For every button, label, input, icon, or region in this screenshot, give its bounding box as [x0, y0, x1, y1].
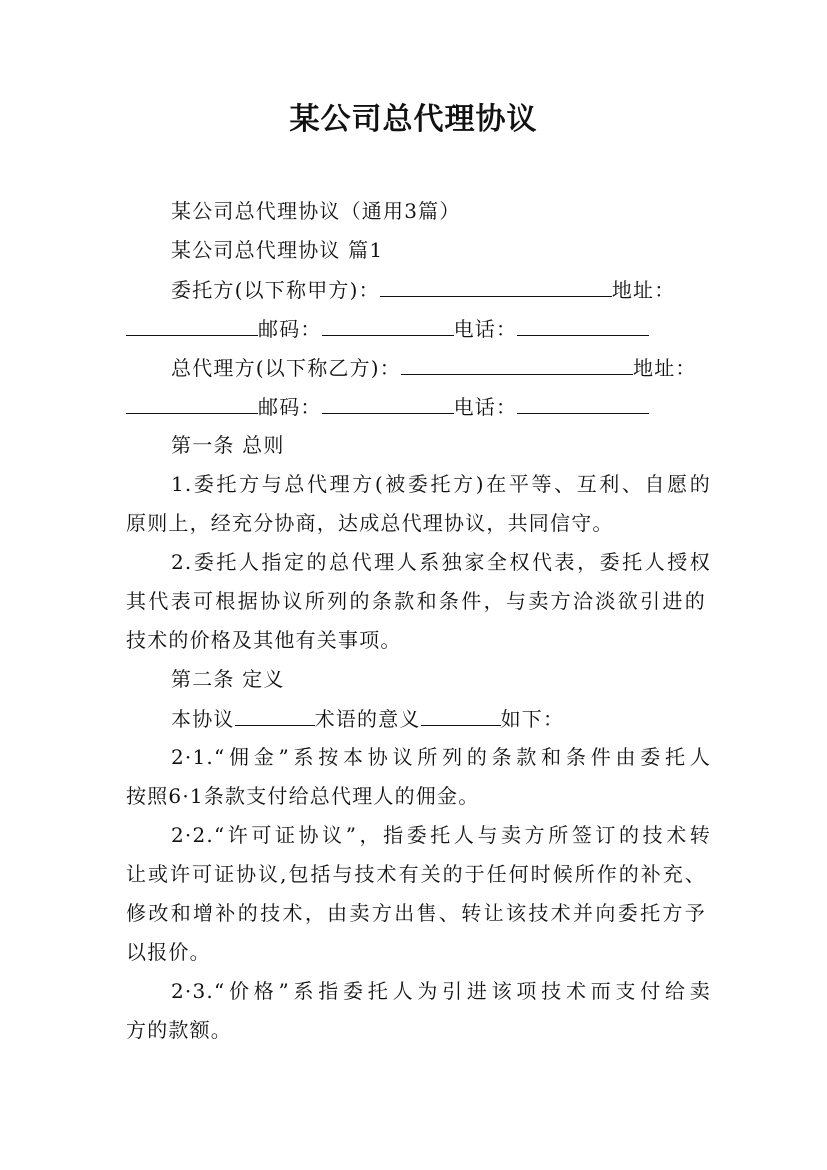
clause-2-2-line-3: 修改和增补的技术，由卖方出售、转让该技术并向委托方予: [126, 901, 706, 925]
definition-part-1: 本协议: [171, 707, 235, 731]
clause-2-1-line-2: 按照6·1条款支付给总代理人的佣金。: [126, 784, 480, 808]
party-a-label: 委托方(以下称甲方)：: [171, 278, 380, 302]
party-b-address-label: 地址：: [633, 356, 697, 380]
article-1-para-2-line-1: 2.委托人指定的总代理人系独家全权代表，委托人授权: [171, 550, 711, 574]
party-a-postcode-label: 邮码：: [258, 317, 322, 341]
party-a-phone-blank[interactable]: [517, 315, 649, 336]
clause-2-2-line-4: 以报价。: [126, 940, 211, 964]
definition-blank-2[interactable]: [421, 705, 501, 726]
party-a-phone-label: 电话：: [453, 317, 518, 341]
article-1-para-2-line-3: 技术的价格及其他有关事项。: [126, 628, 402, 652]
article-1-para-2-line-2: 其代表可根据协议所列的条款和条件，与卖方洽淡欲引进的: [126, 589, 706, 613]
party-a-line: [171, 276, 711, 303]
party-b-phone-label: 电话：: [453, 395, 518, 419]
article-1-para-1-line-2: 原则上，经充分协商，达成总代理协议，共同信守。: [126, 511, 614, 535]
party-b-phone-blank[interactable]: [517, 393, 649, 414]
article-2-heading: 第二条 定义: [171, 667, 285, 691]
clause-2-3-line-2: 方的款额。: [126, 1018, 232, 1042]
definition-line: [171, 705, 711, 732]
party-a-contact-line: [126, 315, 706, 342]
party-a-address-blank[interactable]: [126, 315, 258, 336]
party-b-line: [171, 354, 711, 381]
definition-blank-1[interactable]: [235, 705, 315, 726]
part-heading: 某公司总代理协议 篇1: [171, 238, 384, 262]
party-b-postcode-label: 邮码：: [258, 395, 322, 419]
clause-2-2-line-1: 2·2.“许可证协议”，指委托人与卖方所签订的技术转: [171, 823, 711, 847]
party-a-postcode-blank[interactable]: [322, 315, 454, 336]
clause-2-2-line-2: 让或许可证协议,包括与技术有关的于任何时候所作的补充、: [126, 862, 706, 886]
document-subtitle: 某公司总代理协议（通用3篇）: [171, 199, 461, 223]
clause-2-1-line-1: 2·1.“佣金”系按本协议所列的条款和条件由委托人: [171, 745, 711, 769]
document-title: 某公司总代理协议: [289, 102, 538, 137]
party-a-address-label: 地址：: [611, 278, 676, 302]
definition-part-2: 术语的意义: [314, 707, 421, 731]
party-b-name-blank[interactable]: [401, 354, 633, 375]
party-b-contact-line: [126, 393, 706, 420]
party-b-address-blank[interactable]: [126, 393, 258, 414]
party-b-postcode-blank[interactable]: [322, 393, 454, 414]
clause-2-3-line-1: 2·3.“价格”系指委托人为引进该项技术而支付给卖: [171, 979, 711, 1003]
party-b-label: 总代理方(以下称乙方)：: [171, 356, 402, 380]
definition-part-3: 如下：: [500, 707, 565, 731]
article-1-para-1-line-1: 1.委托方与总代理方(被委托方)在平等、互利、自愿的: [171, 472, 711, 496]
party-a-name-blank[interactable]: [380, 276, 612, 297]
article-1-heading: 第一条 总则: [171, 433, 285, 457]
